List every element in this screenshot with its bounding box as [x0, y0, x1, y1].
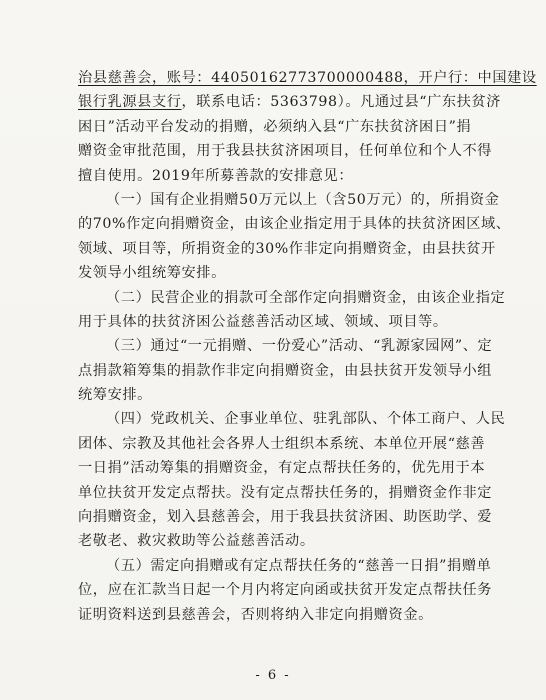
paragraph-line: 团体、宗教及其他社会各界人士组织本系统、本单位开展“慈善: [78, 435, 486, 452]
paragraph-line: 赠资金审批范围，用于我县扶贫济困项目，任何单位和个人不得: [78, 143, 493, 160]
paragraph-line: （一）国有企业捐赠50万元以上（含50万元）的，所捐资金: [106, 191, 500, 208]
paragraph-line: 治县慈善会，账号：44050162773700000488，开户行：中国建设: [78, 70, 537, 86]
paragraph-line: [78, 90, 508, 114]
paragraph-line: （四）党政机关、企事业单位、驻乳部队、个体工商户、人民: [106, 411, 506, 428]
paragraph-line: 统筹安排。: [78, 387, 152, 404]
paragraph-line: 用于具体的扶贫济困公益慈善活动区域、领域、项目等。: [78, 313, 448, 330]
paragraph-line: 向捐赠资金，划入县慈善会，用于我县扶贫济困、助医助学、爱: [78, 509, 493, 526]
paragraph-line: 位，应在汇款当日起一个月内将定向函或扶贫开发定点帮扶任务: [78, 582, 493, 599]
paragraph-line: 一日捐”活动筹集的捐赠资金，有定点帮扶任务的，优先用于本: [78, 460, 486, 477]
paragraph-line: 证明资料送到县慈善会，否则将纳入非定向捐赠资金。: [78, 606, 433, 623]
paragraph-line: 擅自使用。2019年所募善款的安排意见：: [78, 167, 354, 184]
underlined-bank-name: 银行乳源县支行: [78, 94, 182, 111]
line-remainder: ，联系电话：5363798）。凡通过县“广东扶贫济: [181, 94, 502, 111]
paragraph-line: 单位扶贫开发定点帮扶。没有定点帮扶任务的，捐赠资金作非定: [78, 484, 493, 501]
paragraph-line: 困日”活动平台发动的捐赠，必须纳入县“广东扶贫济困日”捐: [78, 118, 472, 135]
paragraph-line: 点捐款箱筹集的捐款作非定向捐赠资金，由县扶贫开发领导小组: [78, 362, 493, 379]
document-body: [78, 66, 537, 627]
paragraph-line: 老敬老、救灾救助等公益慈善活动。: [78, 533, 315, 550]
paragraph-line: 领域、项目等，所捐资金的30%作非定向捐赠资金，由县扶贫开: [78, 240, 496, 257]
paragraph-line: （二）民营企业的捐款可全部作定向捐赠资金，由该企业指定: [106, 289, 506, 306]
paragraph-line: 发领导小组统筹安排。: [78, 265, 226, 282]
page-number: - 6 -: [255, 668, 291, 683]
paragraph-line: 的70%作定向捐赠资金，由该企业指定用于具体的扶贫济困区域、: [78, 216, 511, 233]
paragraph-line: （五）需定向捐赠或有定点帮扶任务的“慈善一日捐”捐赠单: [106, 557, 492, 574]
paragraph-line: （三）通过“一元捐赠、一份爱心”活动、“乳源家园网”、定: [106, 338, 493, 355]
